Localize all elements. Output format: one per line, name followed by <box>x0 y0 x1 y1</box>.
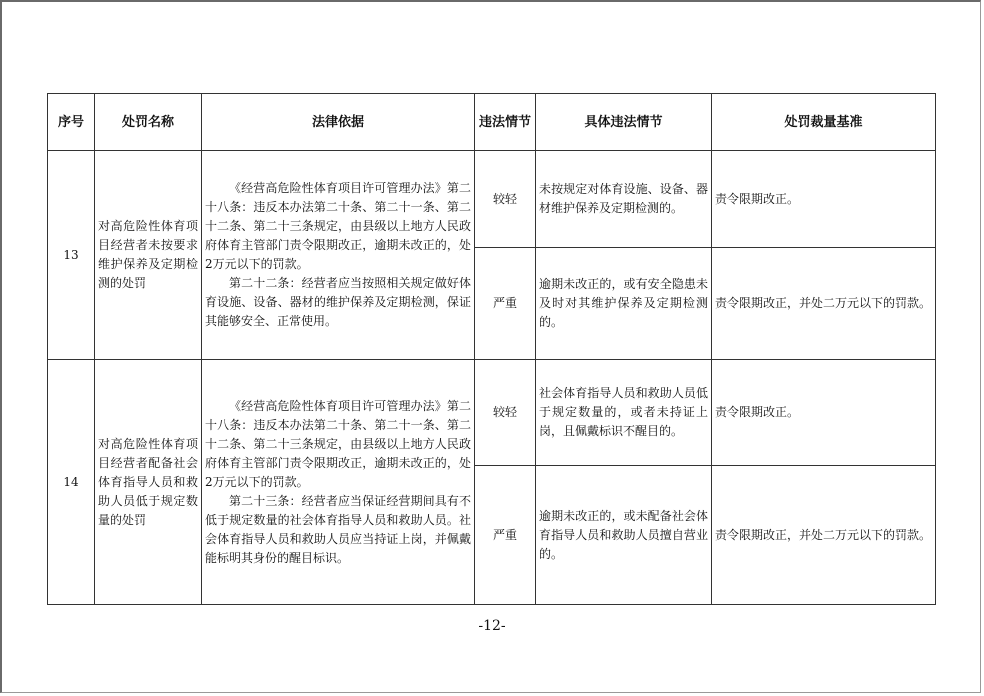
severity: 严重 <box>475 466 536 605</box>
header-penalty-name: 处罚名称 <box>95 94 202 151</box>
penalty-name: 对高危险性体育项目经营者未按要求维护保养及定期检测的处罚 <box>95 151 202 360</box>
penalty-name: 对高危险性体育项目经营者配备社会体育指导人员和救助人员低于规定数量的处罚 <box>95 360 202 605</box>
page-number: -12- <box>478 618 506 634</box>
severity: 严重 <box>475 248 536 360</box>
violation-detail: 社会体育指导人员和救助人员低于规定数量的，或者未持证上岗，且佩戴标识不醒目的。 <box>536 360 712 466</box>
severity: 较轻 <box>475 360 536 466</box>
table-row <box>48 360 936 466</box>
severity: 较轻 <box>475 151 536 248</box>
header-standard: 处罚裁量基准 <box>712 94 936 151</box>
violation-detail: 逾期未改正的，或未配备社会体育指导人员和救助人员擅自营业的。 <box>536 466 712 605</box>
header-severity: 违法情节 <box>475 94 536 151</box>
row-number: 14 <box>48 360 95 605</box>
row-number: 13 <box>48 151 95 360</box>
legal-basis <box>202 151 475 360</box>
penalty-table <box>47 93 936 605</box>
header-legal-basis: 法律依据 <box>202 94 475 151</box>
penalty-standard: 责令限期改正。 <box>712 151 936 248</box>
legal-basis-paragraph: 第二十二条：经营者应当按照相关规定做好体育设施、设备、器材的维护保养及定期检测，保证其能够安全、正常使用。 <box>205 276 471 328</box>
header-detail: 具体违法情节 <box>536 94 712 151</box>
legal-basis-paragraph: 《经营高危险性体育项目许可管理办法》第二十八条：违反本办法第二十条、第二十一条、第二十二条、第二十三条规定，由县级以上地方人民政府体育主管部门责令限期改正，逾期未改正的，处2万元以下的罚款。 <box>205 181 471 271</box>
header-number: 序号 <box>48 94 95 151</box>
penalty-standard: 责令限期改正。 <box>712 360 936 466</box>
penalty-standard: 责令限期改正，并处二万元以下的罚款。 <box>712 248 936 360</box>
violation-detail: 未按规定对体育设施、设备、器材维护保养及定期检测的。 <box>536 151 712 248</box>
legal-basis-paragraph: 第二十三条：经营者应当保证经营期间具有不低于规定数量的社会体育指导人员和救助人员。社会体育指导人员和救助人员应当持证上岗，并佩戴能标明其身份的醒目标识。 <box>205 493 471 565</box>
violation-detail: 逾期未改正的，或有安全隐患未及时对其维护保养及定期检测的。 <box>536 248 712 360</box>
table-row <box>48 151 936 248</box>
legal-basis-paragraph: 《经营高危险性体育项目许可管理办法》第二十八条：违反本办法第二十条、第二十一条、第二十二条、第二十三条规定，由县级以上地方人民政府体育主管部门责令限期改正，逾期未改正的，处2万元以下的罚款。 <box>205 398 471 489</box>
penalty-standard: 责令限期改正，并处二万元以下的罚款。 <box>712 466 936 605</box>
table-header-row <box>48 94 936 151</box>
legal-basis <box>202 360 475 605</box>
